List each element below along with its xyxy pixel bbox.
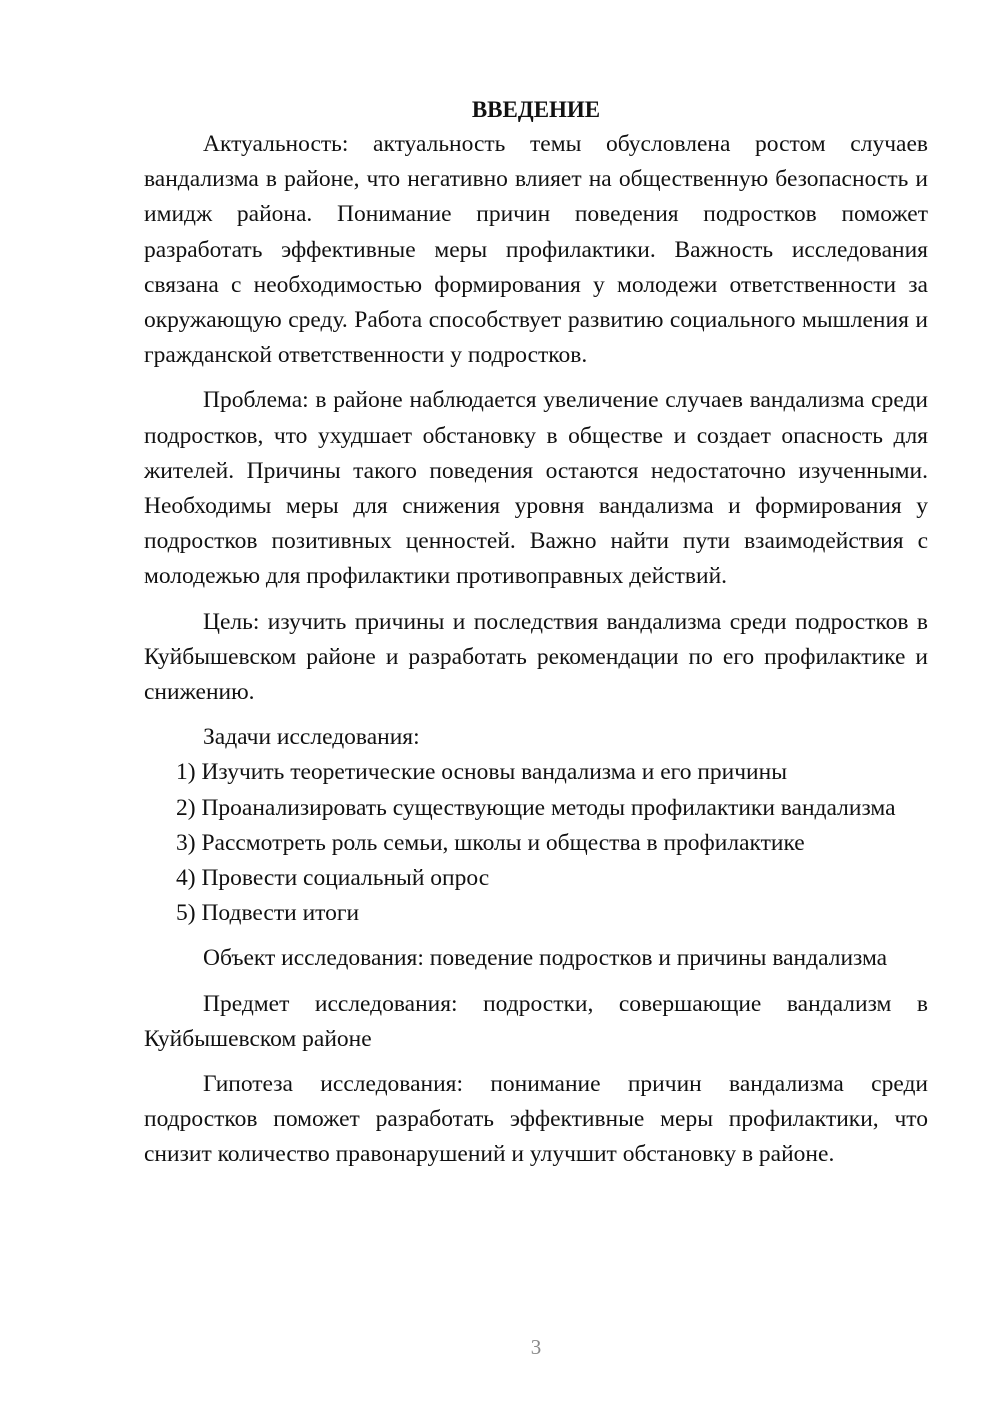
goal-paragraph: Цель: изучить причины и последствия вандализма среди подростков в Куйбышевском районе и разработать рекомендации по его профилактике и снижению. <box>144 608 928 706</box>
problem-paragraph: Проблема: в районе наблюдается увеличение случаев вандализма среди подростков, что ухудшает обстановку в обществе и создает опасность для жителей. Причины такого поведения остаются недостаточно изученными. Необходимы меры для снижения уровня вандализма и формирования у подростков позитивных ценностей. Важно найти пути взаимодействия с молодежью для профилактики противоправных действий. <box>144 387 928 590</box>
document-page <box>144 92 928 1173</box>
task-item-5: 5) Подвести итоги <box>176 900 360 927</box>
task-item-3: 3) Рассмотреть роль семьи, школы и общества в профилактике <box>176 829 805 856</box>
relevance-paragraph: Актуальность: актуальность темы обусловлена ростом случаев вандализма в районе, что негативно влияет на общественную безопасность и имидж района. Понимание причин поведения подростков поможет разработать эффективные меры профилактики. Важность исследования связана с необходимостью формирования у молодежи ответственности за окружающую среду. Работа способствует развитию социального мышления и гражданской ответственности у подростков. <box>144 131 928 369</box>
page-number: 3 <box>530 1335 542 1359</box>
task-item-1: 1) Изучить теоретические основы вандализма и его причины <box>176 759 787 786</box>
section-heading: ВВЕДЕНИЕ <box>471 97 601 122</box>
tasks-heading: Задачи исследования: <box>203 724 420 751</box>
task-item-2: 2) Проанализировать существующие методы профилактики вандализма <box>176 794 896 821</box>
object-paragraph: Объект исследования: поведение подростков и причины вандализма <box>203 945 888 972</box>
subject-paragraph: Предмет исследования: подростки, совершающие вандализм в Куйбышевском районе <box>144 990 928 1052</box>
task-item-4: 4) Провести социальный опрос <box>176 865 490 892</box>
hypothesis-paragraph: Гипотеза исследования: понимание причин вандализма среди подростков поможет разработать эффективные меры профилактики, что снизит количество правонарушений и улучшит обстановку в районе. <box>144 1071 928 1168</box>
